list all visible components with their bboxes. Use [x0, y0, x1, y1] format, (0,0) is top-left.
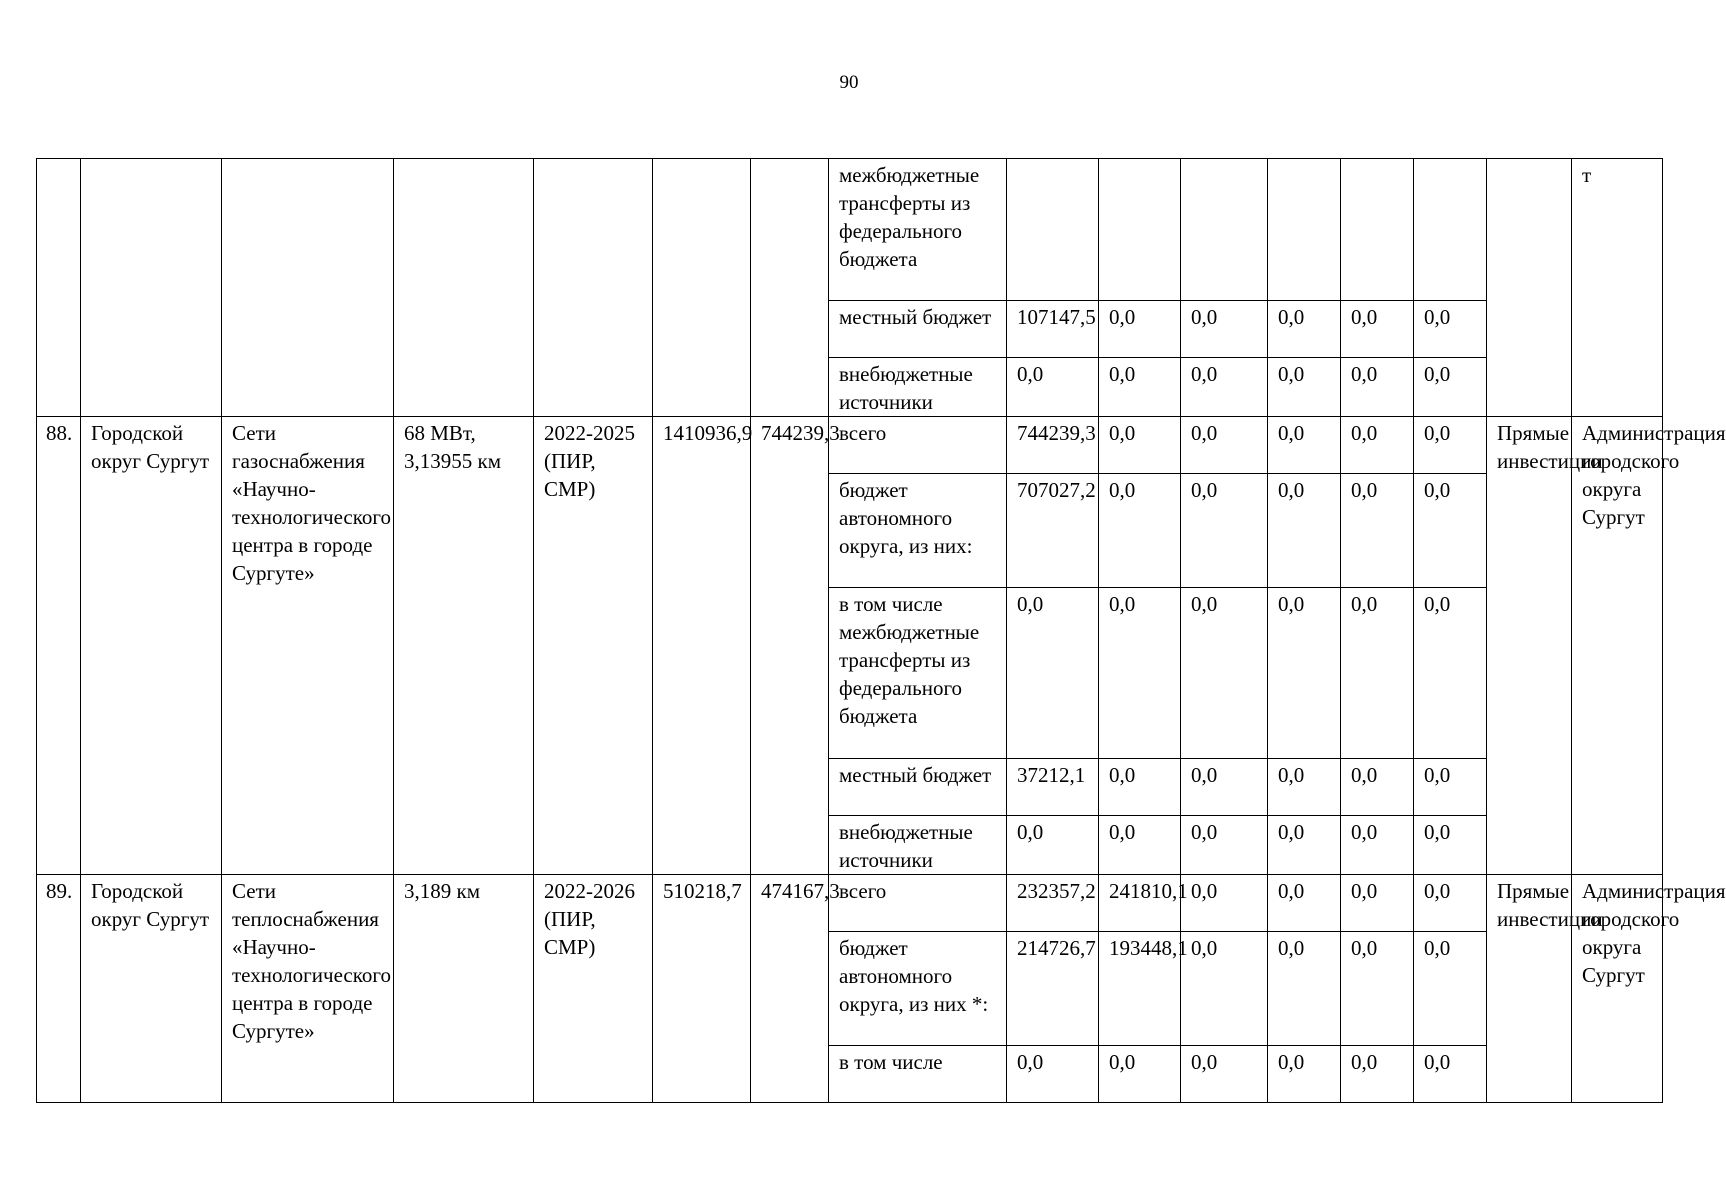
value-cell: 0,0 [1181, 474, 1268, 588]
value-cell: 0,0 [1181, 358, 1268, 417]
funding-source-cell: бюджет автономного округа, из них *: [829, 932, 1007, 1046]
value-cell: 0,0 [1268, 301, 1341, 358]
value-cell: 0,0 [1341, 417, 1414, 474]
value-cell: 0,0 [1414, 301, 1487, 358]
value-cell: 0,0 [1268, 875, 1341, 932]
period-cell: 2022-2025 (ПИР, СМР) [534, 417, 653, 875]
object-cell: Сети теплоснабжения «Научно-технологического центра в городе Сургуте» [222, 875, 394, 1103]
period-cell: 2022-2026 (ПИР, СМР) [534, 875, 653, 1103]
value-cell: 0,0 [1099, 417, 1181, 474]
value-cell: 214726,7 [1007, 932, 1099, 1046]
value-cell: 0,0 [1268, 1046, 1341, 1103]
value-cell: 107147,5 [1007, 301, 1099, 358]
value-cell: 0,0 [1181, 301, 1268, 358]
mechanism-cell: Прямые инвестиции [1487, 417, 1572, 875]
value-cell: 0,0 [1268, 358, 1341, 417]
value-cell: 0,0 [1099, 301, 1181, 358]
funding-source-cell: бюджет автономного округа, из них: [829, 474, 1007, 588]
table-row [37, 417, 1663, 474]
funding-source-cell: всего [829, 417, 1007, 474]
value-cell: 232357,2 [1007, 875, 1099, 932]
capacity-cell: 68 МВт, 3,13955 км [394, 417, 534, 875]
value-cell: 0,0 [1414, 588, 1487, 759]
value-cell: 0,0 [1099, 588, 1181, 759]
value-cell: 0,0 [1181, 875, 1268, 932]
value-cell: 744239,3 [1007, 417, 1099, 474]
value-cell: 0,0 [1341, 358, 1414, 417]
value-cell: 0,0 [1341, 1046, 1414, 1103]
value-cell: 0,0 [1181, 932, 1268, 1046]
table-row [37, 875, 1663, 932]
value-cell [1414, 159, 1487, 301]
funding-source-cell: в том числе межбюджетные трансферты из федерального бюджета [829, 588, 1007, 759]
value-cell: 0,0 [1268, 816, 1341, 875]
estimated-cost-cell: 510218,7 [653, 875, 751, 1103]
number-cell: 89. [37, 875, 81, 1103]
value-cell: 0,0 [1414, 875, 1487, 932]
capacity-cell [394, 159, 534, 417]
municipality-cell: Городской округ Сургут [81, 417, 222, 875]
value-cell: 0,0 [1181, 417, 1268, 474]
value-cell: 0,0 [1341, 474, 1414, 588]
remaining-cost-cell: 474167,3 [751, 875, 829, 1103]
value-cell: 0,0 [1341, 816, 1414, 875]
municipality-cell [81, 159, 222, 417]
funding-source-cell: местный бюджет [829, 759, 1007, 816]
value-cell: 193448,1 [1099, 932, 1181, 1046]
page-number: 90 [839, 72, 859, 93]
estimated-cost-cell: 1410936,9 [653, 417, 751, 875]
remaining-cost-cell: 744239,3 [751, 417, 829, 875]
value-cell [1181, 159, 1268, 301]
value-cell: 0,0 [1341, 932, 1414, 1046]
investment-table [36, 158, 1726, 1103]
value-cell: 0,0 [1268, 417, 1341, 474]
value-cell: 0,0 [1414, 759, 1487, 816]
value-cell [1268, 159, 1341, 301]
value-cell: 707027,2 [1007, 474, 1099, 588]
value-cell: 0,0 [1268, 932, 1341, 1046]
municipality-cell: Городской округ Сургут [81, 875, 222, 1103]
capacity-cell: 3,189 км [394, 875, 534, 1103]
value-cell: 0,0 [1099, 1046, 1181, 1103]
remaining-cost-cell [751, 159, 829, 417]
value-cell: 0,0 [1414, 816, 1487, 875]
responsible-cell: Администрация городского округа Сургут [1572, 875, 1663, 1103]
funding-source-cell: внебюджетные источники [829, 358, 1007, 417]
value-cell: 0,0 [1268, 474, 1341, 588]
value-cell: 37212,1 [1007, 759, 1099, 816]
estimated-cost-cell [653, 159, 751, 417]
value-cell: 0,0 [1099, 759, 1181, 816]
value-cell: 0,0 [1181, 1046, 1268, 1103]
funding-source-cell: межбюджетные трансферты из федерального бюджета [829, 159, 1007, 301]
value-cell: 0,0 [1099, 358, 1181, 417]
value-cell: 0,0 [1414, 417, 1487, 474]
value-cell [1341, 159, 1414, 301]
value-cell: 0,0 [1099, 816, 1181, 875]
funding-source-cell: внебюджетные источники [829, 816, 1007, 875]
object-cell [222, 159, 394, 417]
value-cell: 0,0 [1341, 588, 1414, 759]
funding-source-cell: в том числе [829, 1046, 1007, 1103]
number-cell [37, 159, 81, 417]
responsible-cell: т [1572, 159, 1663, 417]
value-cell: 0,0 [1341, 301, 1414, 358]
responsible-cell: Администрация городского округа Сургут [1572, 417, 1663, 875]
funding-source-cell: всего [829, 875, 1007, 932]
value-cell: 241810,1 [1099, 875, 1181, 932]
value-cell: 0,0 [1414, 932, 1487, 1046]
value-cell: 0,0 [1007, 816, 1099, 875]
value-cell: 0,0 [1181, 759, 1268, 816]
value-cell: 0,0 [1341, 875, 1414, 932]
value-cell [1099, 159, 1181, 301]
mechanism-cell [1487, 159, 1572, 417]
funding-source-cell: местный бюджет [829, 301, 1007, 358]
value-cell [1007, 159, 1099, 301]
value-cell: 0,0 [1007, 1046, 1099, 1103]
value-cell: 0,0 [1181, 588, 1268, 759]
mechanism-cell: Прямые инвестиции [1487, 875, 1572, 1103]
period-cell [534, 159, 653, 417]
value-cell: 0,0 [1268, 588, 1341, 759]
value-cell: 0,0 [1007, 588, 1099, 759]
value-cell: 0,0 [1268, 759, 1341, 816]
value-cell: 0,0 [1099, 474, 1181, 588]
value-cell: 0,0 [1341, 759, 1414, 816]
value-cell: 0,0 [1414, 1046, 1487, 1103]
object-cell: Сети газоснабжения «Научно-технологического центра в городе Сургуте» [222, 417, 394, 875]
number-cell: 88. [37, 417, 81, 875]
value-cell: 0,0 [1414, 358, 1487, 417]
value-cell: 0,0 [1181, 816, 1268, 875]
value-cell: 0,0 [1414, 474, 1487, 588]
table-row [37, 159, 1663, 301]
value-cell: 0,0 [1007, 358, 1099, 417]
